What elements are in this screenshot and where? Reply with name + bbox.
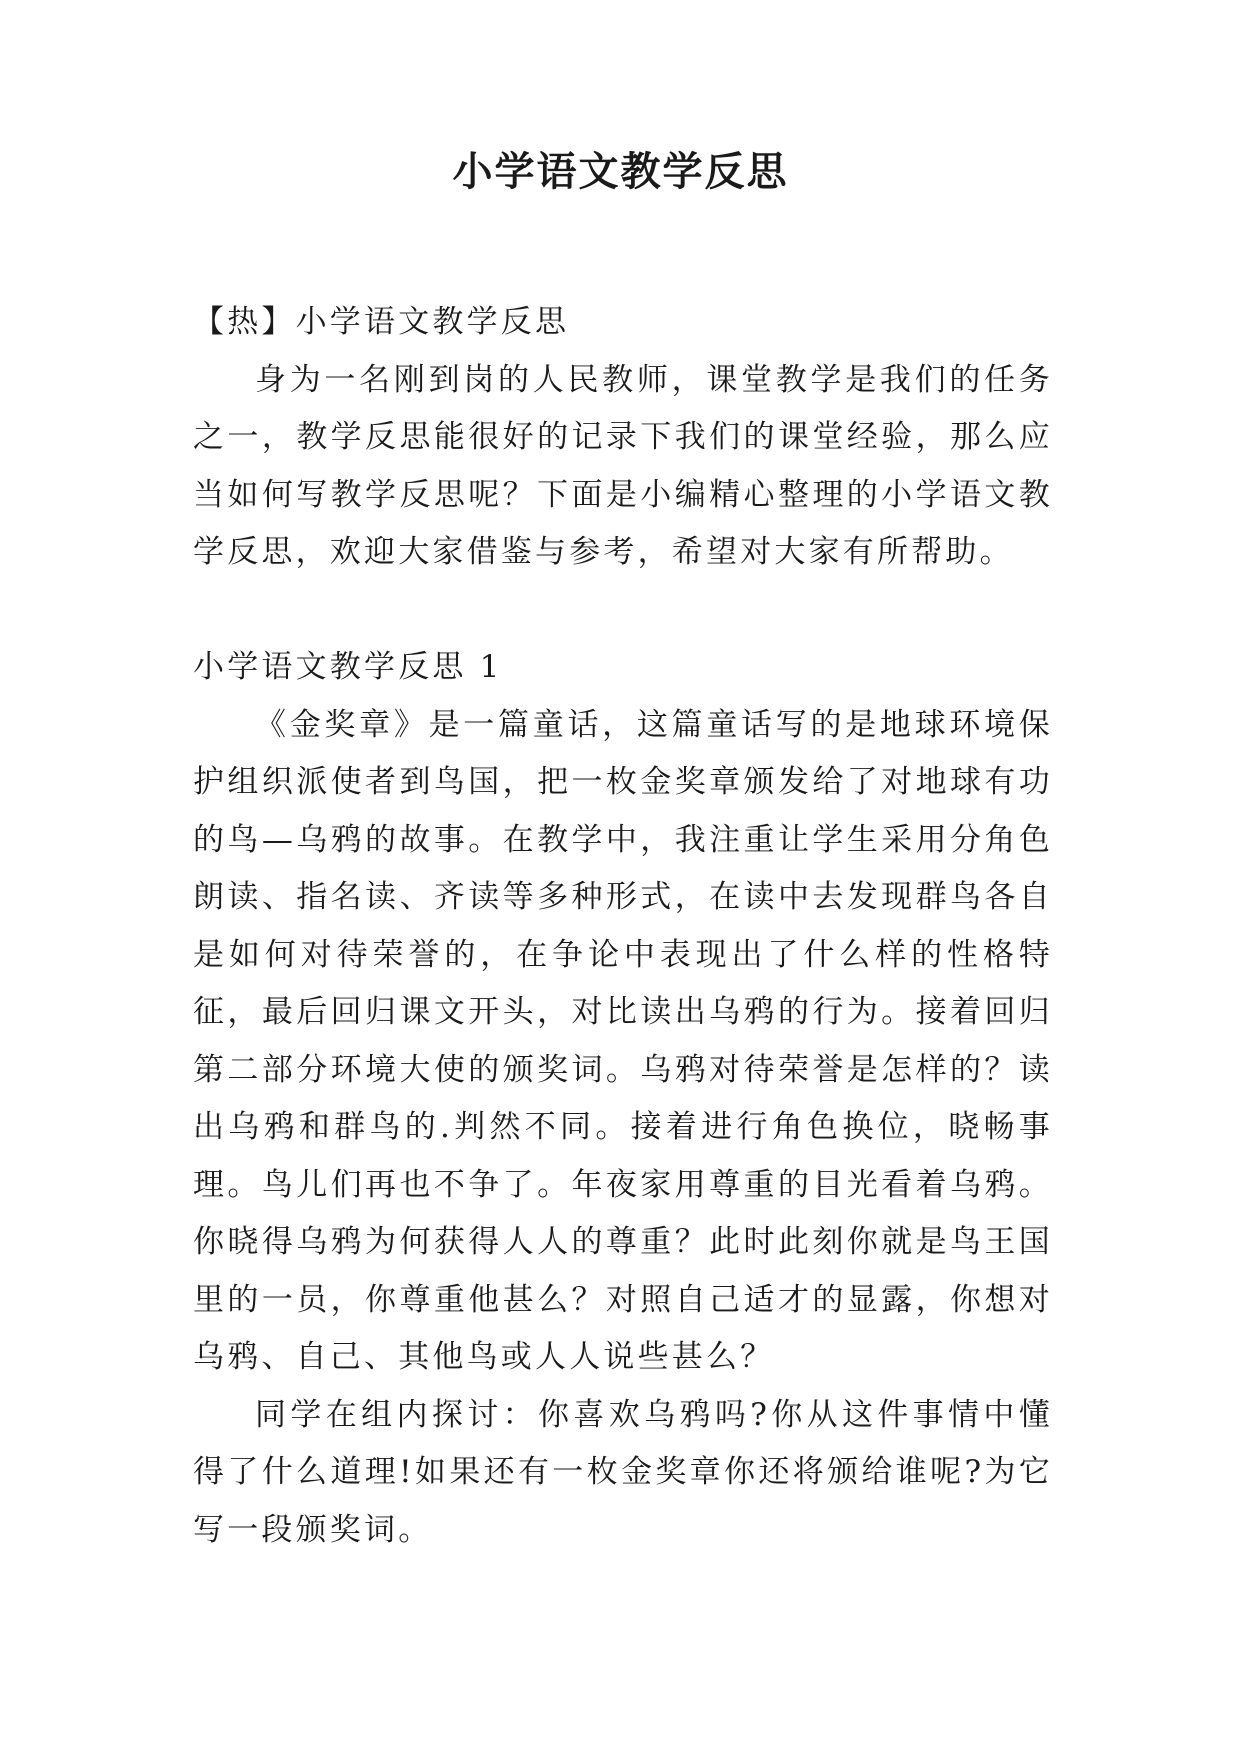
- document-title: 小学语文教学反思: [452, 148, 789, 195]
- intro-heading: 【热】小学语文教学反思: [193, 304, 570, 340]
- section-paragraph-2: 同学在组内探讨：你喜欢乌鸦吗?你从这件事情中懂得了什么道理!如果还有一枚金奖章你还将颁给谁呢?为它写一段颁奖词。: [193, 1396, 1053, 1548]
- intro-paragraph: 身为一名刚到岗的人民教师，课堂教学是我们的任务之一，教学反思能很好的记录下我们的课堂经验，那么应当如何写教学反思呢？下面是小编精心整理的小学语文教学反思，欢迎大家借鉴与参考，希望对大家有所帮助。: [193, 361, 1053, 570]
- document-body: [193, 294, 1053, 1559]
- section-paragraph-1: 《金奖章》是一篇童话，这篇童话写的是地球环境保护组织派使者到鸟国，把一枚金奖章颁发给了对地球有功的鸟—乌鸦的故事。在教学中，我注重让学生采用分角色朗读、指名读、齐读等多种形式，在读中去发现群鸟各自是如何对待荣誉的，在争论中表现出了什么样的性格特征，最后回归课文开头，对比读出乌鸦的行为。接着回归第二部分环境大使的颁奖词。乌鸦对待荣誉是怎样的？读出乌鸦和群鸟的.判然不同。接着进行角色换位，晓畅事理。鸟儿们再也不争了。年夜家用尊重的目光看着乌鸦。你晓得乌鸦为何获得人人的尊重？此时此刻你就是鸟王国里的一员，你尊重他甚么？对照自己适才的显露，你想对乌鸦、自己、其他鸟或人人说些甚么？: [193, 706, 1053, 1375]
- section-heading: 小学语文教学反思 1: [193, 649, 503, 685]
